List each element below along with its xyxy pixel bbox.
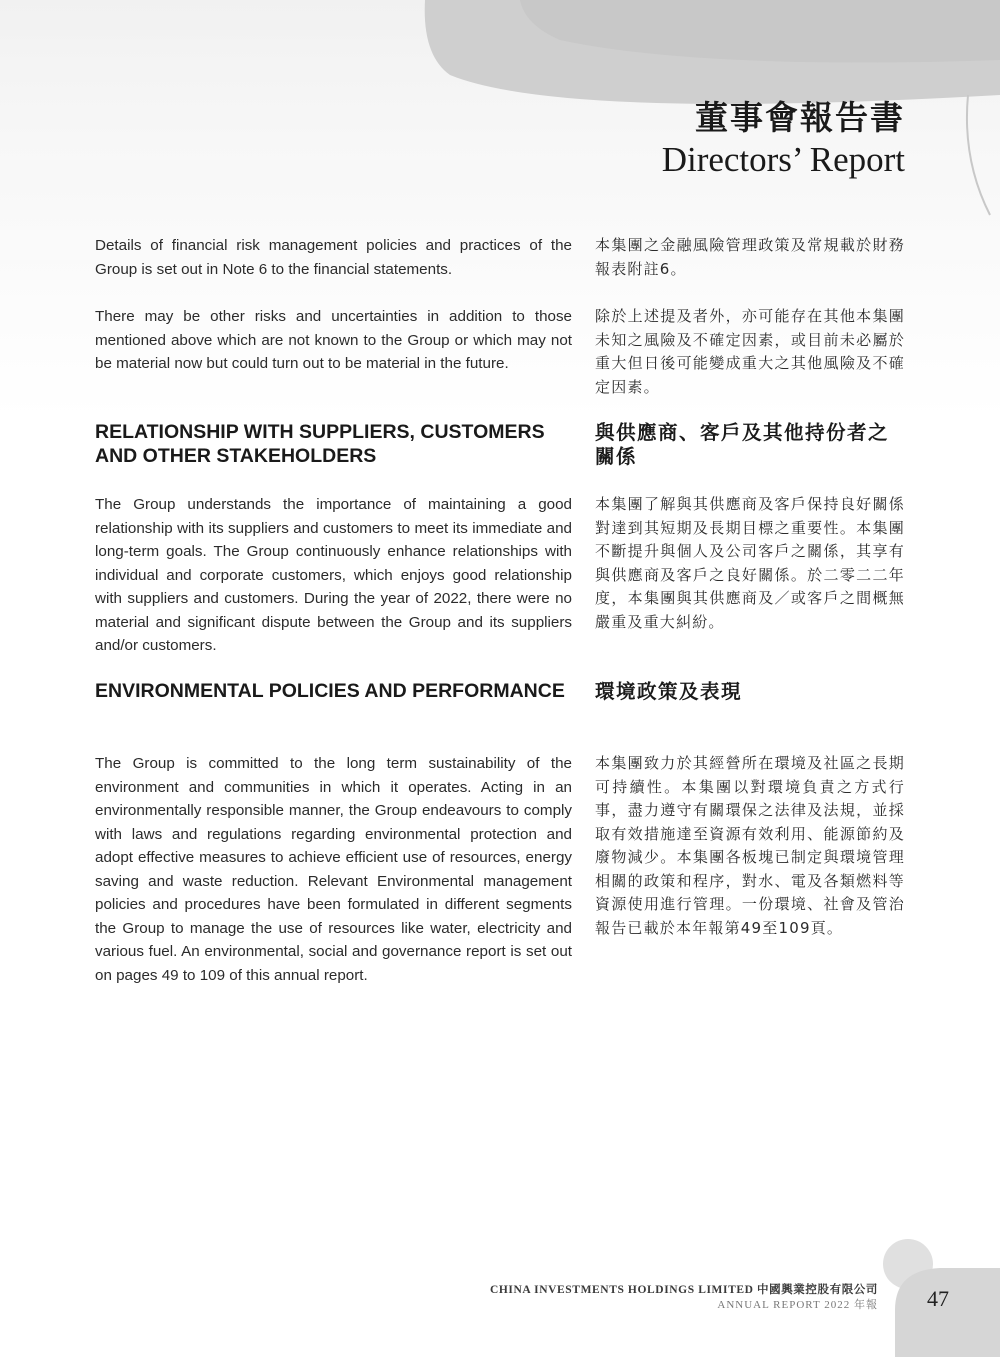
environmental-body-zh: 本集團致力於其經營所在環境及社區之長期可持續性。本集團以對環境負責之方式行事，盡力遵守有關環保之法律及法規，並採取有效措施達至資源有效利用、能源節約及廢物減少。本集團各板塊已制定與環境管理相關的政策和程序，對水、電及各類燃料等資源使用進行管理。一份環境、社會及管治報告已載於本年報第49至109頁。 <box>595 754 905 937</box>
page-footer <box>490 1283 878 1312</box>
footer-corner-shape <box>895 1268 1000 1357</box>
environmental-heading-zh: 環境政策及表現 <box>595 680 743 703</box>
relationship-body-en: The Group understands the importance of maintaining a good relationship with its suppliers and customers to meet its immediate and long-term goals. The Group continuously enhance relationships with individual and corporate customers, which enjoys good relationship with suppliers and customers. During the year of 2022, there were no material and significant dispute between the Group and its suppliers and/or customers. <box>95 496 572 654</box>
relationship-body-zh: 本集團了解與其供應商及客戶保持良好關係對達到其短期及長期目標之重要性。本集團不斷提升與個人及公司客戶之關係，其享有與供應商及客戶之良好關係。於二零二二年度，本集團與其供應商及／或客戶之間概無嚴重及重大糾紛。 <box>595 495 905 631</box>
footer-report-label: ANNUAL REPORT 2022 年報 <box>717 1299 878 1311</box>
footer-company-name: CHINA INVESTMENTS HOLDINGS LIMITED 中國興業控股有限公司 <box>489 1284 878 1296</box>
relationship-heading-zh: 與供應商、客戶及其他持份者之關係 <box>595 421 890 468</box>
environmental-body-en: The Group is committed to the long term sustainability of the environment and communities in which it operates. Acting in an environmentally responsible manner, the Group endeavours to comply with laws and regulations regarding environmental protection and adopt effective measures to achieve efficient use of resources, energy saving and waste reduction. Relevant Environmental management policies and procedures have been formulated in different segments the Group to manage the use of resources like water, electricity and various fuel. An environmental, social and governance report is set out on pages 49 to 109 of this annual report. <box>95 755 572 984</box>
right-curve-line <box>967 95 990 215</box>
page-title-zh: 董事會報告書 <box>695 98 905 137</box>
page-header <box>662 98 905 180</box>
environmental-heading-en: ENVIRONMENTAL POLICIES AND PERFORMANCE <box>95 680 565 702</box>
relationship-heading-en: RELATIONSHIP WITH SUPPLIERS, CUSTOMERS AND OTHER STAKEHOLDERS <box>95 421 545 467</box>
page-title-en: Directors’ Report <box>661 140 905 179</box>
risk-paragraph-1-en: Details of financial risk management policies and practices of the Group is set out in Note 6 to the financial statements. <box>95 237 572 278</box>
risk-paragraph-2-zh: 除於上述提及者外，亦可能存在其他本集團未知之風險及不確定因素，或目前未必屬於重大但日後可能變成重大之其他風險及不確定因素。 <box>595 307 905 396</box>
risk-paragraph-1-zh: 本集團之金融風險管理政策及常規載於財務報表附註6。 <box>595 236 905 278</box>
page-number: 47 <box>927 1286 949 1311</box>
risk-paragraph-2-en: There may be other risks and uncertainties in addition to those mentioned above which are not known to the Group or which may not be material now but could turn out to be material in the future. <box>95 308 572 372</box>
